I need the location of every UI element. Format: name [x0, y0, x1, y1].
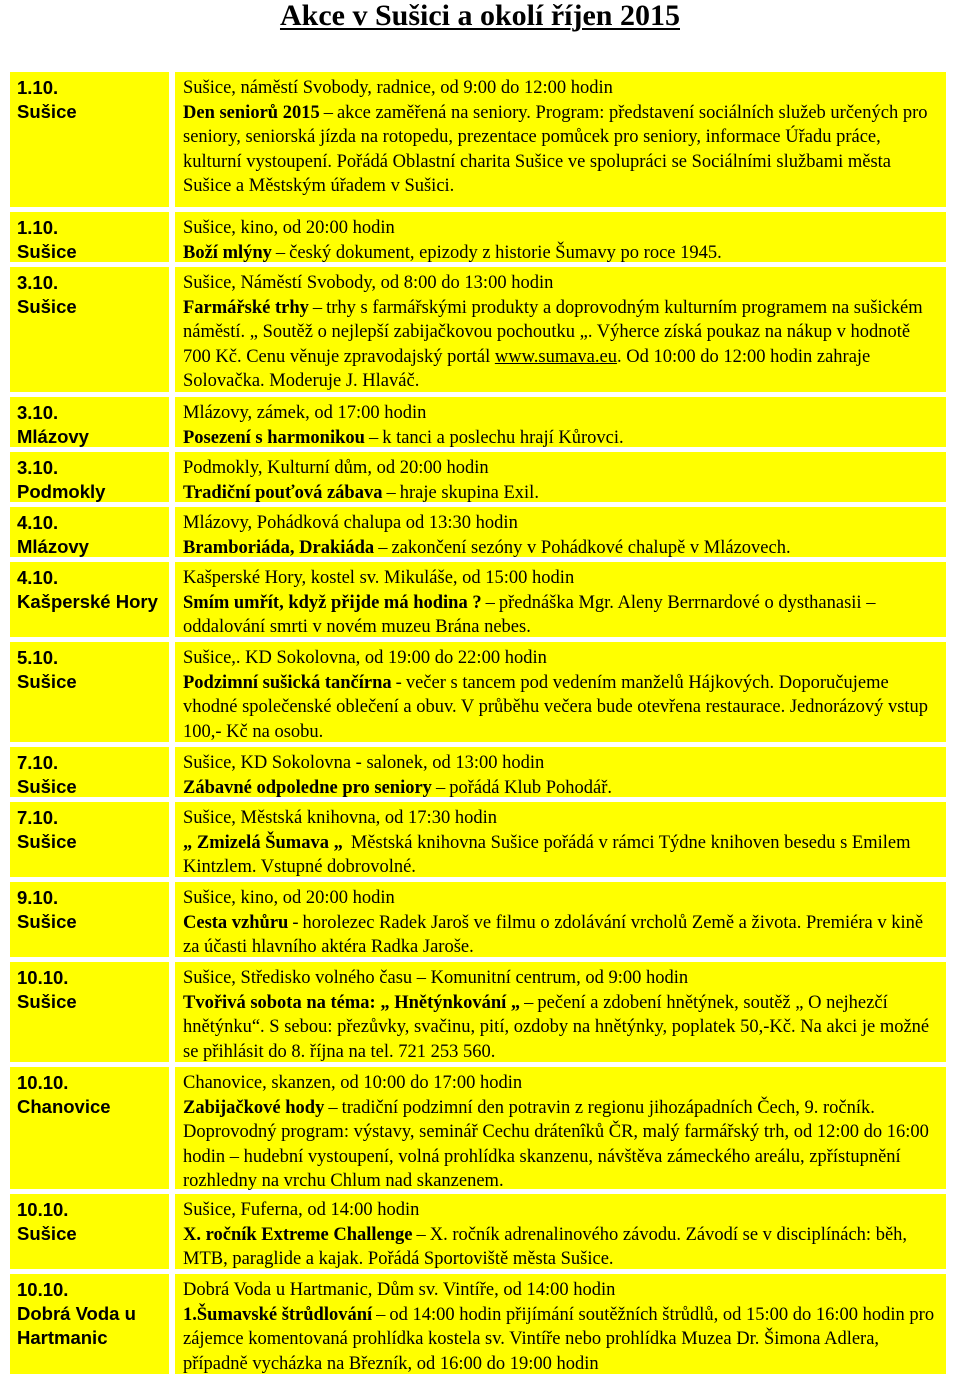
event-date-cell: [10, 882, 169, 957]
event-place: Sušice: [17, 296, 77, 317]
event-separator: –: [376, 1304, 386, 1325]
event-description: Městská knihovna Sušice pořádá v rámci Týdne knihoven besedu s Emilem Kintzlem. Vstupné dobrovolné.: [183, 832, 911, 877]
event-date-cell: [10, 452, 169, 502]
event-details: [175, 507, 946, 557]
event-location: Sušice, kino, od 20:00 hodin: [183, 218, 395, 238]
event-name: Tvořivá sobota na téma: „ Hnětýnkování „: [183, 992, 521, 1013]
event-details: [175, 962, 946, 1062]
event-place: Sušice: [17, 101, 77, 122]
event-name: X. ročník Extreme Challenge: [183, 1224, 413, 1245]
event-day: 4.10.: [17, 567, 59, 588]
event-description: trhy s farmářskými produkty a doprovodným kulturním programem na sušickém náměstí. „ Soutěž o nejlepší zabijačkovou pochoutku „. Výherce získá poukaz na nákup v hodnotě 700 Kč. Cenu věnuje zpravodajský portál: [183, 297, 923, 367]
event-date-cell: [10, 267, 169, 392]
event-separator: –: [416, 1224, 426, 1245]
event-day: 3.10.: [17, 402, 59, 423]
event-separator: –: [378, 537, 388, 558]
event-place: Dobrá Voda u Hartmanic: [17, 1303, 136, 1348]
event-location: Sušice, Fuferna, od 14:00 hodin: [183, 1200, 420, 1220]
event-location: Sušice,. KD Sokolovna, od 19:00 do 22:00 hodin: [183, 648, 547, 668]
event-details: [175, 1274, 946, 1374]
event-description: zakončení sezóny v Pohádkové chalupě v Mlázovech.: [391, 537, 791, 558]
event-day: 9.10.: [17, 887, 59, 908]
event-row: [10, 747, 946, 797]
event-separator: –: [435, 777, 446, 798]
event-location: Mlázovy, zámek, od 17:00 hodin: [183, 403, 427, 423]
event-description: český dokument, epizody z historie Šumavy po roce 1945.: [289, 242, 722, 263]
event-name: Den seniorů 2015: [183, 102, 320, 123]
event-details: [175, 267, 946, 392]
event-details: [175, 882, 946, 957]
event-description: pořádá Klub Pohodář.: [449, 777, 613, 798]
event-description: tradiční podzimní den potravin z regionu jihozápadních Čech, 9. ročník. Doprovodný program: výstavy, seminář Cechu drátenîků ČR, malý farmářský trh, od 12:00 do 16:00 hodin – hudební vystoupení, volná prohlídka skanzenu, návštěva zámeckého areálu, zpřístupnění rozhledny na vrchu Chlum nad skanzenem.: [183, 1097, 929, 1191]
event-place: Sušice: [17, 831, 77, 852]
event-place: Chanovice: [17, 1096, 111, 1117]
event-separator: –: [524, 992, 534, 1013]
event-name: Smím umřít, když přijde má hodina ?: [183, 592, 482, 613]
event-day: 3.10.: [17, 457, 59, 478]
event-date-cell: [10, 1274, 169, 1374]
event-day: 10.10.: [17, 1199, 69, 1220]
event-row: [10, 452, 946, 502]
event-date-cell: [10, 72, 169, 207]
event-date-cell: [10, 562, 169, 637]
event-day: 1.10.: [17, 77, 59, 98]
event-location: Sušice, kino, od 20:00 hodin: [183, 888, 395, 908]
event-location: Mlázovy, Pohádková chalupa od 13:30 hodin: [183, 513, 518, 533]
event-date-cell: [10, 507, 169, 557]
event-place: Sušice: [17, 671, 77, 692]
event-date-cell: [10, 397, 169, 447]
event-name: „ Zmizelá Šumava „: [183, 832, 343, 853]
event-name: Zabijačkové hody: [183, 1097, 325, 1118]
event-name: Tradiční pouťová zábava: [183, 482, 383, 503]
event-separator: –: [368, 427, 379, 448]
event-separator: -: [395, 672, 402, 693]
event-description: pečení a zdobení hnětýnek, soutěž „ O nejhezčí hnětýnku“. S sebou: přezůvky, svačinu, pití, ozdoby na hnětýnky, poplatek 50,-Kč. Na akci je možné se přihlásit do 8. října na tel. 721 253 560.: [183, 992, 930, 1062]
event-place: Mlázovy: [17, 536, 89, 557]
event-place: Sušice: [17, 911, 77, 932]
event-details: [175, 1067, 946, 1189]
event-name: Zábavné odpoledne pro seniory: [183, 777, 432, 798]
event-date-cell: [10, 962, 169, 1062]
event-row: [10, 397, 946, 447]
sumava-link[interactable]: www.sumava.eu: [494, 346, 617, 367]
event-details: [175, 72, 946, 207]
event-location: Chanovice, skanzen, od 10:00 do 17:00 hodin: [183, 1073, 523, 1093]
event-details: [175, 1194, 946, 1269]
event-row: [10, 1194, 946, 1269]
event-place: Kašperské Hory: [17, 591, 158, 612]
event-day: 5.10.: [17, 647, 59, 668]
event-description: k tanci a poslechu hrají Kůrovci.: [382, 427, 624, 448]
event-place: Sušice: [17, 991, 77, 1012]
event-separator: –: [275, 242, 286, 263]
event-place: Mlázovy: [17, 426, 89, 447]
event-row: [10, 882, 946, 957]
event-day: 10.10.: [17, 1279, 69, 1300]
event-place: Sušice: [17, 776, 77, 797]
event-description-cont: . Od 10:00 do 12:00 hodin zahraje Solovačka. Moderuje J. Hlaváč.: [183, 346, 871, 391]
event-day: 4.10.: [17, 512, 59, 533]
event-place: Sušice: [17, 241, 77, 262]
event-row: [10, 962, 946, 1062]
event-description: večer s tancem pod vedením manželů Hájkových. Doporučujeme vhodné společenské oblečení a obuv. V průběhu večera bude otevřena restaurace. Jednorázový vstup 100,- Kč na osobu.: [183, 672, 929, 742]
event-date-cell: [10, 642, 169, 742]
event-row: [10, 1274, 946, 1374]
event-description: hraje skupina Exil.: [399, 482, 539, 503]
event-location: Kašperské Hory, kostel sv. Mikuláše, od 15:00 hodin: [183, 568, 575, 588]
event-description: akce zaměřená na seniory. Program: představení sociálních služeb určených pro seniory, seniorská jízda na rotopedu, prezentace pomůcek pro seniory, informace Úřadu práce, kulturní vystoupení. Pořádá Oblastní charita Sušice ve spolupráci se Sociálními službami města Sušice a Městským úřadem v Sušici.: [183, 102, 928, 196]
event-location: Sušice, KD Sokolovna - salonek, od 13:00 hodin: [183, 753, 545, 773]
event-details: [175, 747, 946, 797]
events-table: [10, 72, 946, 1379]
event-place: Podmokly: [17, 481, 106, 502]
event-day: 10.10.: [17, 1072, 69, 1093]
event-row: [10, 212, 946, 262]
event-separator: -: [292, 912, 299, 933]
event-row: [10, 642, 946, 742]
event-description: přednáška Mgr. Aleny Berrnardové o dysthanasii – oddalování smrti v novém muzeu Brána nebes.: [183, 592, 876, 637]
event-separator: –: [328, 1097, 338, 1118]
event-name: Cesta vzhůru: [183, 912, 289, 933]
event-description: X. ročník adrenalinového závodu. Závodí se v disciplínách: běh, MTB, paraglide a kajak. Pořádá Sportoviště města Sušice.: [183, 1224, 908, 1269]
event-description: horolezec Radek Jaroš ve filmu o zdolávání vrcholů Země a života. Premiéra v kině za účasti hlavního aktéra Radka Jaroše.: [183, 912, 924, 957]
event-location: Dobrá Voda u Hartmanic, Dům sv. Vintíře, od 14:00 hodin: [183, 1280, 616, 1300]
event-name: 1.Šumavské štrůdlování: [183, 1304, 373, 1325]
event-day: 10.10.: [17, 967, 69, 988]
event-place: Sušice: [17, 1223, 77, 1244]
event-description: od 14:00 hodin přijímání soutěžních štrůdlů, od 15:00 do 16:00 hodin pro zájemce komentovaná prohlídka kostela sv. Vintíře nebo prohlídka Muzea Dr. Šimona Adlera, případně vycházka na Březník, od 16:00 do 19:00 hodin: [183, 1304, 935, 1374]
event-row: [10, 72, 946, 207]
event-name: Boží mlýny: [183, 242, 272, 263]
event-day: 3.10.: [17, 272, 59, 293]
event-row: [10, 267, 946, 392]
event-date-cell: [10, 802, 169, 877]
event-row: [10, 507, 946, 557]
page-title: Akce v Sušici a okolí říjen 2015: [279, 0, 680, 32]
event-row: [10, 1067, 946, 1189]
event-row: [10, 562, 946, 637]
event-details: [175, 642, 946, 742]
event-separator: –: [323, 102, 333, 123]
event-day: 1.10.: [17, 217, 59, 238]
event-name: Farmářské trhy: [183, 297, 309, 318]
event-separator: –: [386, 482, 396, 503]
event-location: Sušice, náměstí Svobody, radnice, od 9:00 do 12:00 hodin: [183, 78, 613, 98]
event-row: [10, 802, 946, 877]
event-date-cell: [10, 747, 169, 797]
event-date-cell: [10, 1067, 169, 1189]
event-date-cell: [10, 1194, 169, 1269]
event-name: Podzimní sušická tančírna: [183, 672, 392, 693]
event-separator: –: [485, 592, 495, 613]
event-day: 7.10.: [17, 807, 59, 828]
event-location: Sušice, Městská knihovna, od 17:30 hodin: [183, 808, 497, 828]
event-day: 7.10.: [17, 752, 59, 773]
event-details: [175, 562, 946, 637]
event-details: [175, 452, 946, 502]
event-details: [175, 212, 946, 262]
event-details: [175, 802, 946, 877]
event-name: Posezení s harmonikou: [183, 427, 365, 448]
event-location: Sušice, Středisko volného času – Komunitní centrum, od 9:00 hodin: [183, 968, 689, 988]
event-separator: –: [312, 297, 323, 318]
event-location: Sušice, Náměstí Svobody, od 8:00 do 13:00 hodin: [183, 273, 554, 293]
event-location: Podmokly, Kulturní dům, od 20:00 hodin: [183, 458, 489, 478]
event-details: [175, 397, 946, 447]
event-name: Bramboriáda, Drakiáda: [183, 537, 375, 558]
event-date-cell: [10, 212, 169, 262]
